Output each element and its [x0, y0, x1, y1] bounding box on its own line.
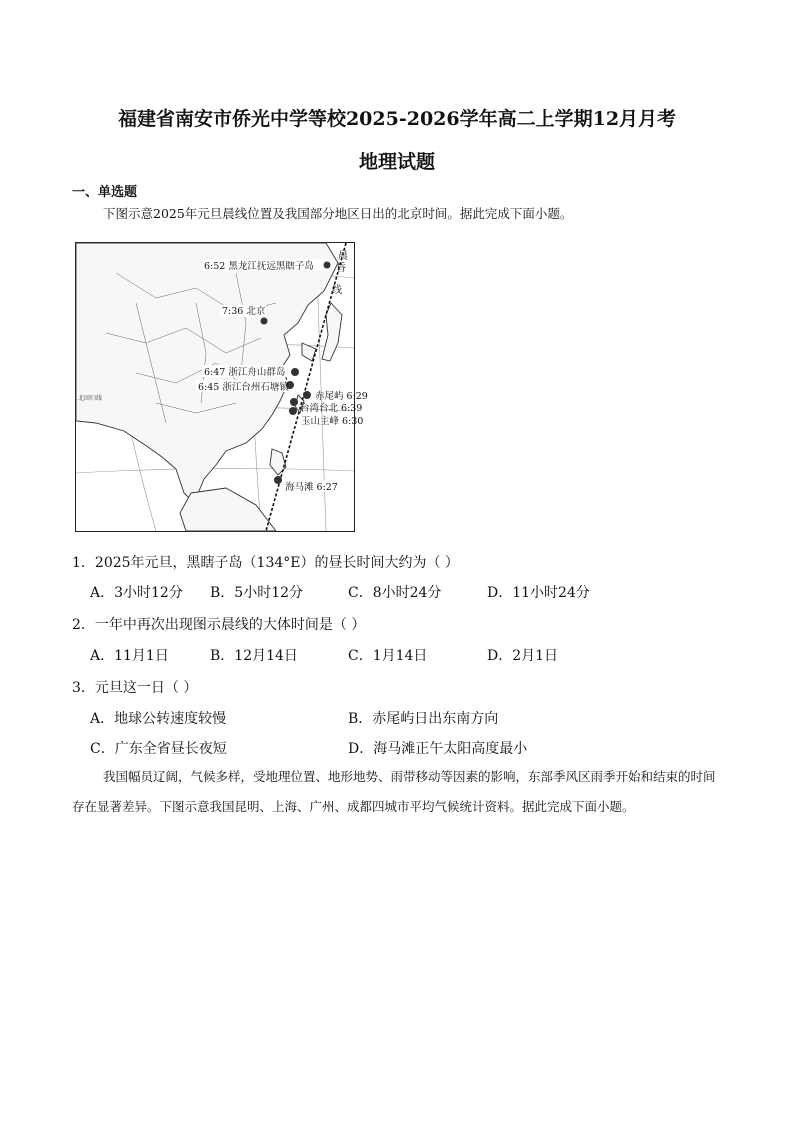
terminator-map — [75, 242, 368, 532]
place-dot — [289, 407, 297, 415]
q3-option-a[interactable]: A．地球公转速度较慢 — [90, 711, 227, 727]
terminator-char-3: 线 — [332, 285, 342, 296]
question-intro-2: 我国幅员辽阔，气候多样，受地理位置、地形地势、雨带移动等因素的影响，东部季风区雨季开始和结束的时间存在显著差异。下图示意我国昆明、上海、广州、成都四城市平均气候统计资料。据此完成下面小题。 — [72, 769, 716, 814]
place-dot — [274, 476, 282, 484]
question-2-stem: 2．一年中再次出现图示晨线的大体时间是（ ） — [72, 617, 366, 633]
q2-option-b[interactable]: B．12月14日 — [210, 648, 298, 664]
place-label: 6:47 浙江舟山群岛 — [204, 367, 286, 378]
place-label: 6:52 黑龙江抚远黑瞎子岛 — [204, 261, 314, 272]
place-label: 7:36 北京 — [222, 306, 266, 317]
place-dot — [324, 262, 331, 269]
q3-option-c[interactable]: C．广东全省昼长夜短 — [90, 741, 227, 757]
place-label: 玉山主峰 6:30 — [301, 416, 364, 427]
document-subtitle: 地理试题 — [358, 151, 435, 173]
terminator-char-1: 晨 — [338, 251, 348, 262]
q2-option-d[interactable]: D．2月1日 — [487, 648, 559, 664]
q1-option-a[interactable]: A．3小时12分 — [90, 585, 183, 601]
place-label: 6:45 浙江台州石塘镇 — [198, 382, 289, 393]
q1-option-b[interactable]: B．5小时12分 — [210, 585, 304, 601]
place-dot — [303, 391, 311, 399]
q2-option-c[interactable]: C．1月14日 — [348, 648, 428, 664]
q3-option-d[interactable]: D．海马滩正午太阳高度最小 — [348, 741, 528, 757]
q3-option-b[interactable]: B．赤尾屿日出东南方向 — [348, 711, 499, 727]
document-title: 福建省南安市侨光中学等校2025-2026学年高二上学期12月月考 — [117, 108, 677, 130]
question-1-stem: 1．2025年元旦，黑瞎子岛（134°E）的昼长时间大约为（ ） — [72, 555, 459, 571]
place-label: 台湾台北 6:39 — [300, 403, 363, 414]
section-heading: 一、单选题 — [72, 185, 138, 200]
question-3-stem: 3．元旦这一日（ ） — [72, 680, 198, 696]
q2-option-a[interactable]: A．11月1日 — [90, 648, 169, 664]
place-label: 赤尾屿 6:29 — [315, 391, 368, 402]
terminator-char-2: 昏 — [336, 263, 346, 274]
place-dot — [261, 318, 268, 325]
q1-option-d[interactable]: D．11小时24分 — [487, 585, 590, 601]
place-dot — [290, 398, 298, 406]
tropic-label: 北回归线 — [78, 395, 103, 402]
place-dot — [291, 368, 299, 376]
question-intro-1: 下图示意2025年元旦晨线位置及我国部分地区日出的北京时间。据此完成下面小题。 — [103, 206, 573, 221]
q1-option-c[interactable]: C．8小时24分 — [348, 585, 442, 601]
place-label: 海马滩 6:27 — [285, 482, 338, 493]
map-drawing — [76, 243, 368, 531]
